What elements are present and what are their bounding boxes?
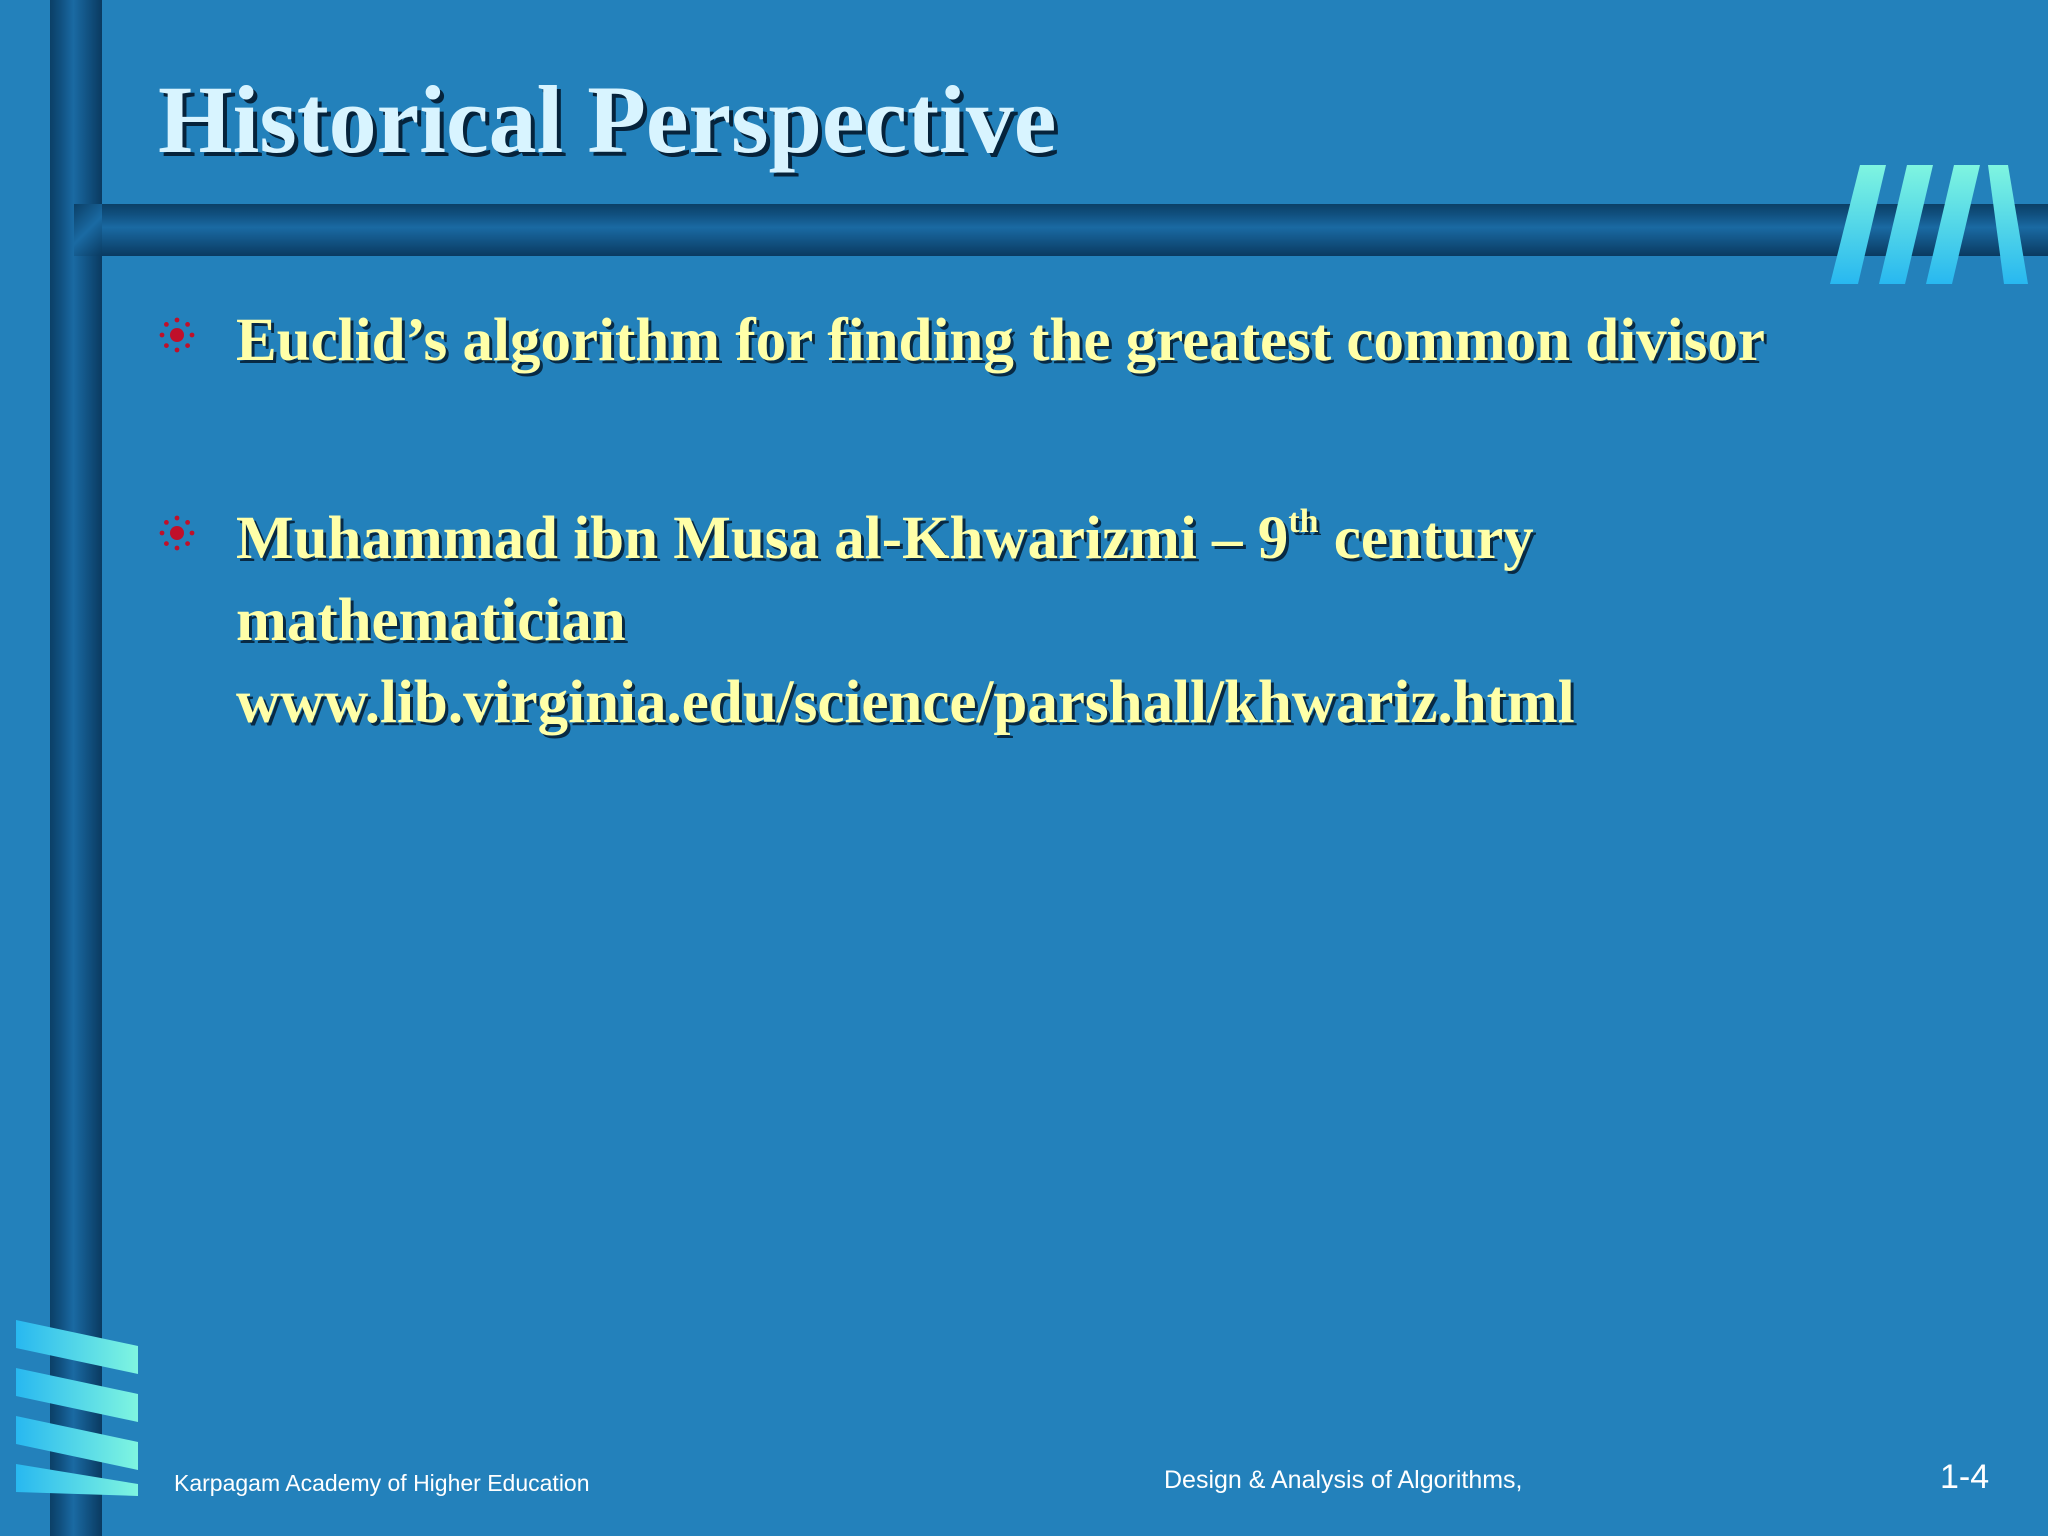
bar-corner-joint (74, 204, 102, 256)
bullet-line-1 (236, 498, 1998, 580)
decorative-stripes-top-right (1830, 160, 2030, 285)
footer-course-title: Design & Analysis of Algorithms, (1164, 1466, 1523, 1494)
decorative-stripes-bottom-left (14, 1318, 144, 1498)
bullet-line-1-main: Muhammad ibn Musa al-Khwarizmi – 9 (236, 505, 1289, 572)
stripe (1879, 165, 1933, 284)
stripe (1988, 165, 2028, 284)
page-number: 1-4 (1940, 1458, 1990, 1496)
stripe (1830, 165, 1886, 284)
bullet-text: Euclid’s algorithm for finding the greatest common divisor (236, 307, 1765, 374)
stripe (16, 1320, 138, 1374)
bullet-line-2: mathematician (236, 587, 626, 654)
sunburst-bullet-icon (158, 316, 196, 354)
bullet-list (158, 300, 1998, 744)
stripe (16, 1464, 138, 1496)
bullet-item-al-khwarizmi (158, 498, 1998, 744)
title-underline-bar (74, 204, 2048, 256)
stripe (16, 1368, 138, 1422)
stripe (16, 1416, 138, 1470)
sunburst-bullet-icon (158, 514, 196, 552)
reference-url: www.lib.virginia.edu/science/parshall/khwariz.html (236, 669, 1575, 736)
bullet-item-euclid (158, 300, 1998, 382)
ordinal-superscript: th (1288, 503, 1319, 540)
bullet-line-1-tail: century (1318, 505, 1534, 572)
slide-title: Historical Perspective (158, 66, 1057, 173)
footer-institution: Karpagam Academy of Higher Education (174, 1470, 590, 1496)
stripe (1926, 165, 1980, 284)
